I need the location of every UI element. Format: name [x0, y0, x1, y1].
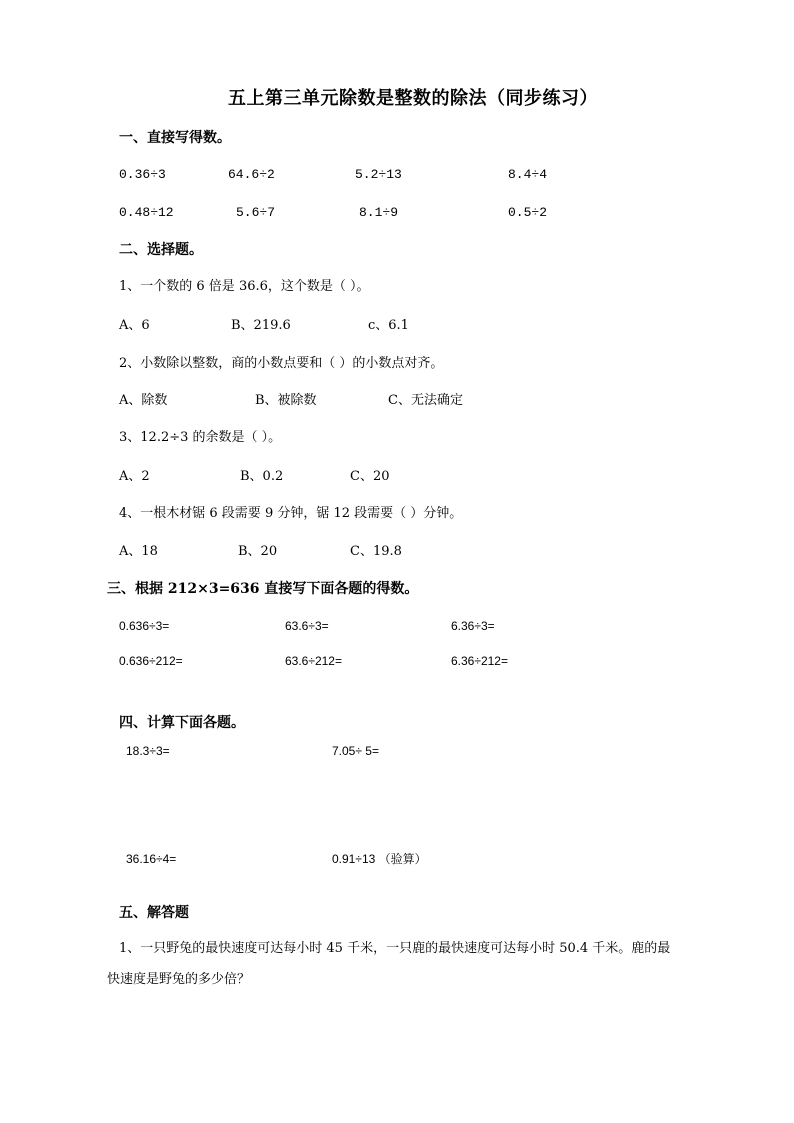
- q3-option-a: A、2: [119, 469, 150, 484]
- section4-heading: 四、计算下面各题。: [119, 715, 245, 731]
- q1-option-b: B、219.6: [231, 318, 291, 333]
- q2-option-a: A、除数: [119, 393, 168, 408]
- q1-option-a: A、6: [119, 318, 150, 333]
- q4-option-b: B、20: [238, 544, 278, 559]
- problem-line-1: 1、一只野兔的最快速度可达每小时 45 千米，一只鹿的最快速度可达每小时 50.4 千米。鹿的最: [119, 941, 671, 956]
- q3-option-b: B、0.2: [240, 469, 284, 484]
- s3-r2-c1: 0.636÷212=: [119, 654, 183, 668]
- q4-option-a: A、18: [119, 544, 158, 559]
- q3-stem: 3、12.2÷3 的余数是（ ）。: [119, 430, 282, 445]
- problem-line-2: 快速度是野兔的多少倍？: [107, 972, 251, 987]
- s3-r1-c1: 0.636÷3=: [119, 619, 170, 633]
- section5-heading: 五、解答题: [119, 905, 189, 921]
- section1-heading: 一、直接写得数。: [119, 130, 231, 146]
- s4-item-1: 18.3÷3=: [126, 744, 170, 758]
- q4-stem: 4、一根木材锯 6 段需要 9 分钟，锯 12 段需要（ ）分钟。: [119, 506, 463, 521]
- s3-r2-c3: 6.36÷212=: [451, 654, 508, 668]
- s1-r1-c1: 0.36÷3: [119, 167, 166, 182]
- page-title: 五上第三单元除数是整数的除法（同步练习）: [228, 88, 598, 109]
- s1-r1-c4: 8.4÷4: [508, 167, 548, 182]
- s3-r2-c2: 63.6÷212=: [285, 654, 342, 668]
- s4-item-3: 36.16÷4=: [126, 852, 177, 866]
- s1-r2-c3: 8.1÷9: [359, 205, 399, 220]
- s3-r1-c2: 63.6÷3=: [285, 619, 329, 633]
- q2-option-b: B、被除数: [255, 393, 317, 408]
- q2-stem: 2、小数除以整数，商的小数点要和（ ）的小数点对齐。: [119, 356, 444, 371]
- q3-option-c: C、20: [350, 469, 390, 484]
- q2-option-c: C、无法确定: [388, 393, 463, 408]
- s4-item-2: 7.05÷ 5=: [332, 744, 379, 758]
- s3-r1-c3: 6.36÷3=: [451, 619, 495, 633]
- s4-item-4: 0.91÷13 （验算）: [332, 852, 427, 866]
- s1-r2-c4: 0.5÷2: [508, 205, 548, 220]
- s1-r1-c2: 64.6÷2: [228, 167, 275, 182]
- q1-stem: 1、一个数的 6 倍是 36.6，这个数是（ ）。: [119, 279, 370, 294]
- section3-heading: 三、根据 212×3=636 直接写下面各题的得数。: [107, 581, 419, 597]
- s1-r2-c1: 0.48÷12: [119, 205, 174, 220]
- q1-option-c: c、6.1: [368, 318, 409, 333]
- s1-r2-c2: 5.6÷7: [236, 205, 276, 220]
- s1-r1-c3: 5.2÷13: [355, 167, 402, 182]
- section2-heading: 二、选择题。: [119, 242, 203, 258]
- q4-option-c: C、19.8: [350, 544, 402, 559]
